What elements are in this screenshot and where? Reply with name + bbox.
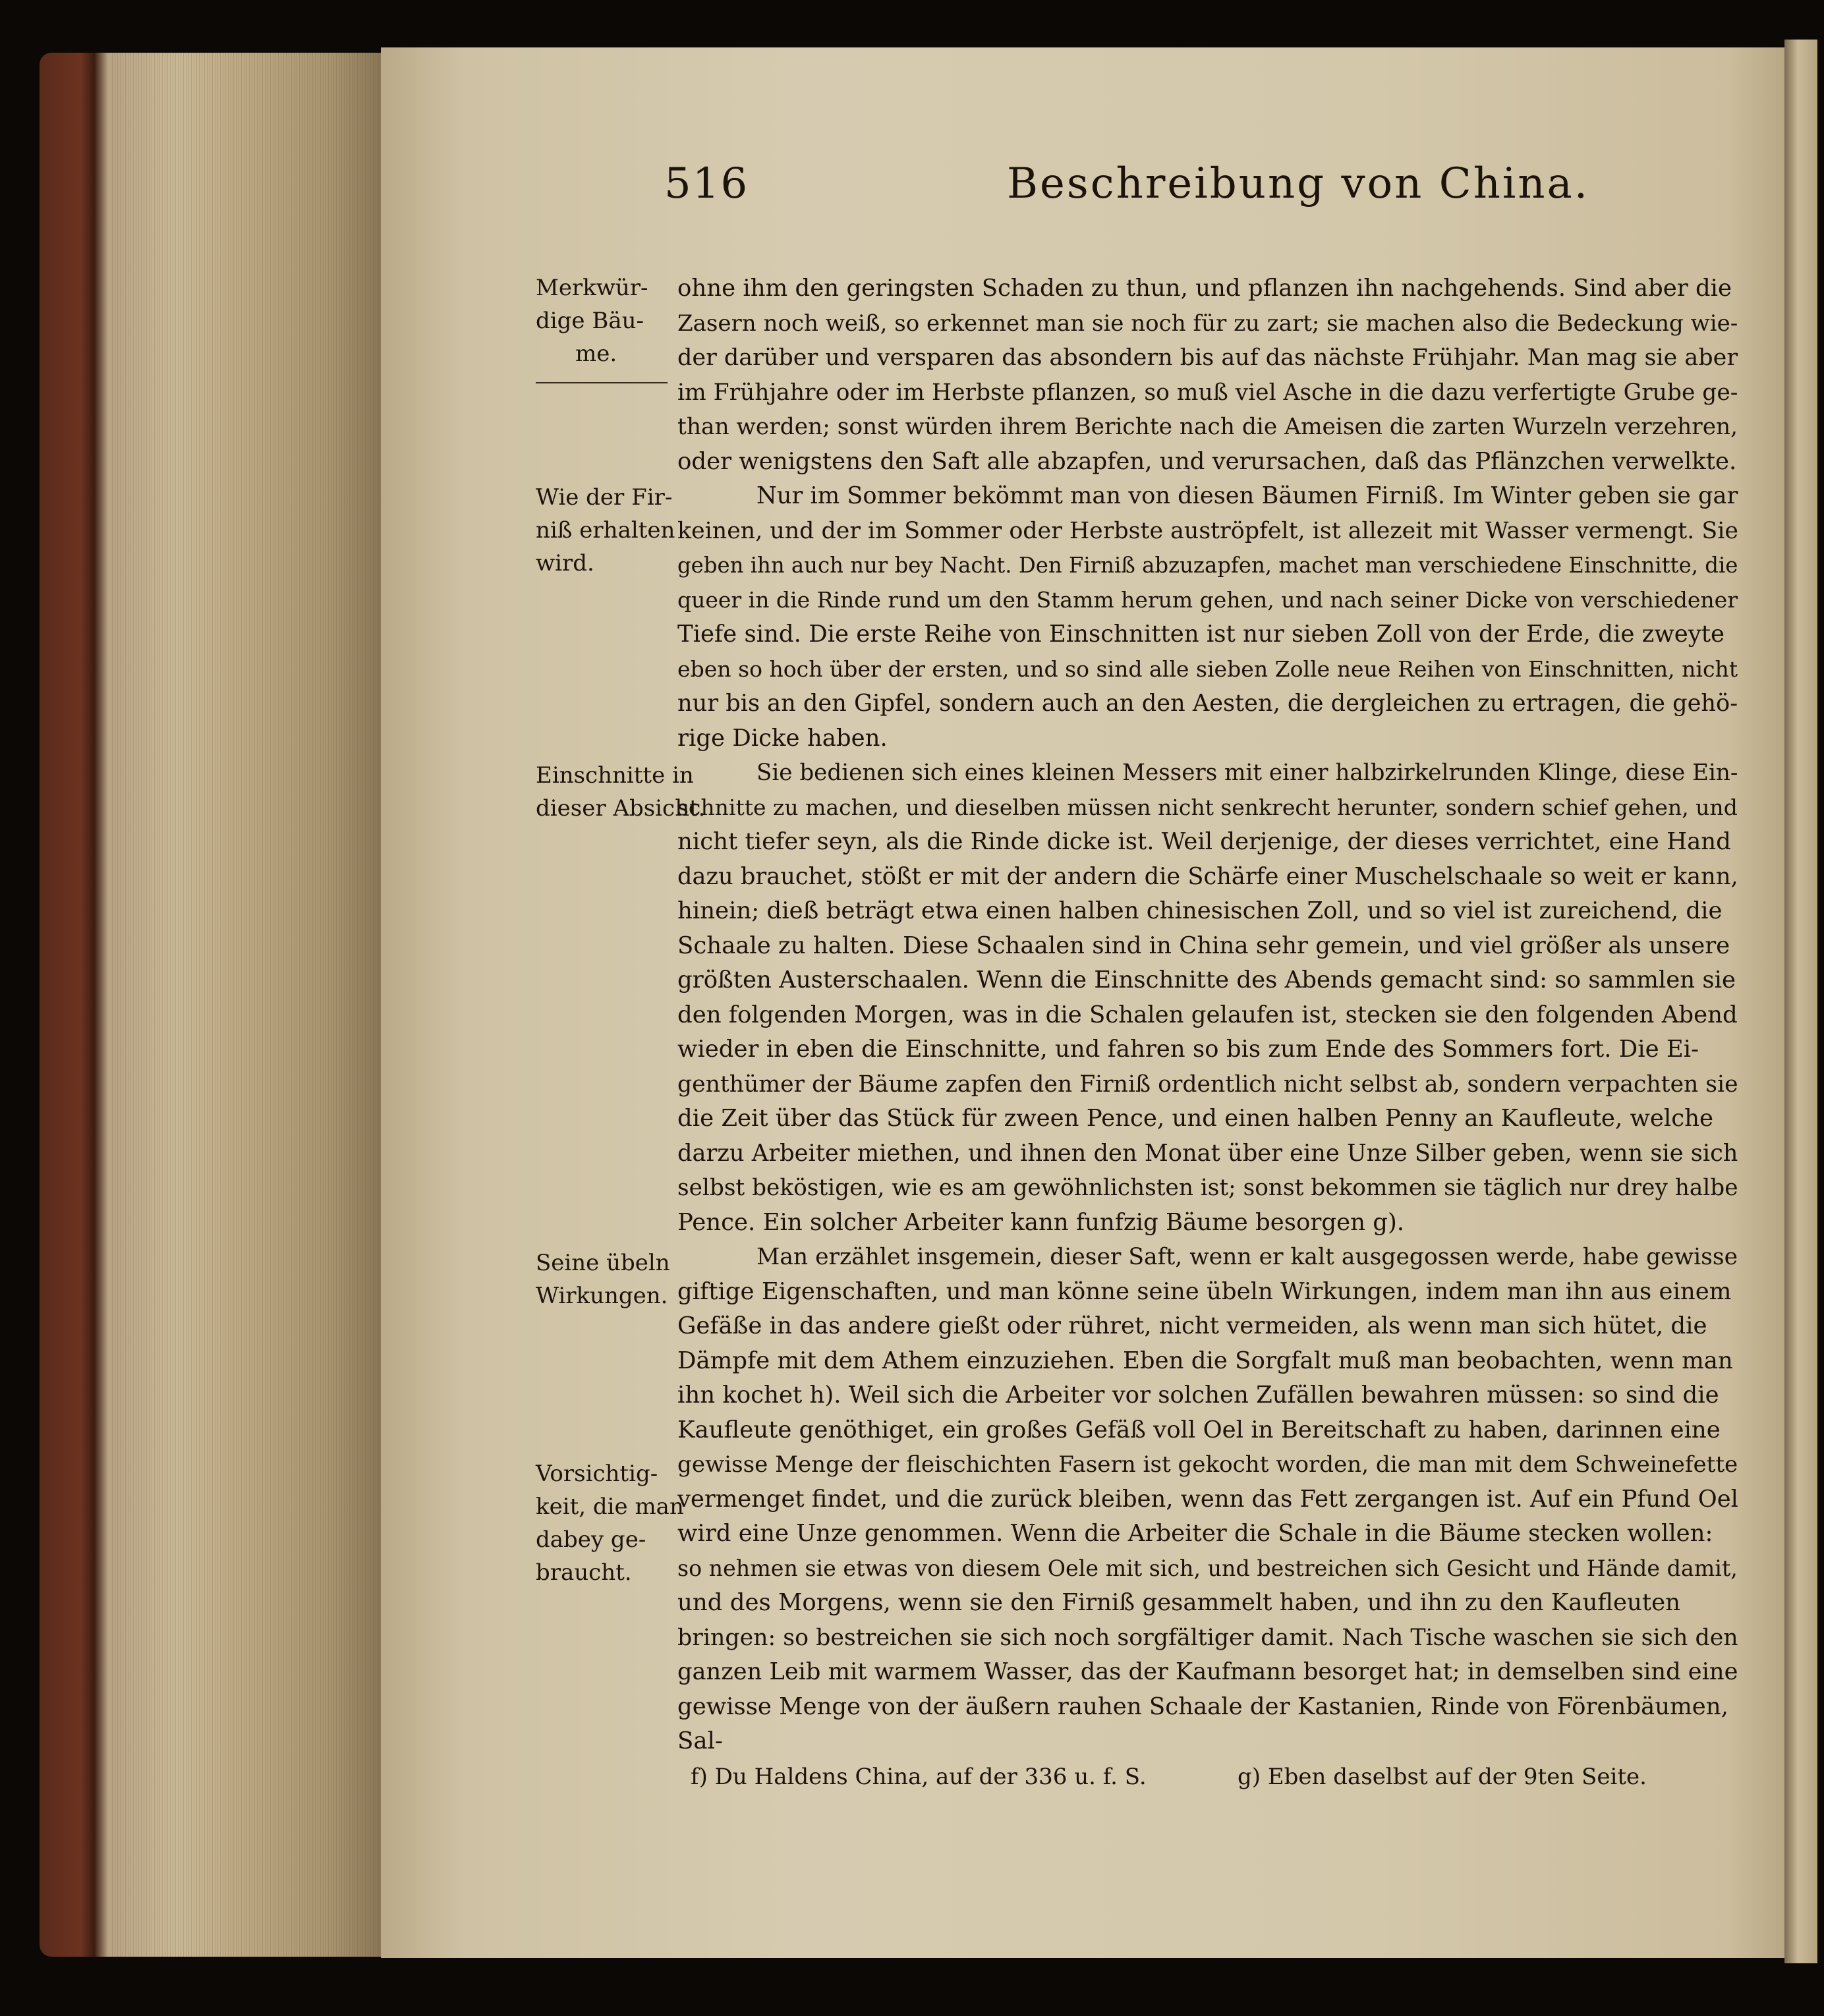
page-header	[664, 159, 1666, 245]
text-line: Kaufleute genöthiget, ein großes Gefäß voll Oel in Bereitschaft zu haben, darinnen eine	[677, 1416, 1721, 1443]
text-line: Dämpfe mit dem Athem einzuziehen. Eben die Sorgfalt muß man beobachten, wenn man	[677, 1347, 1733, 1374]
text-line: giftige Eigenschaften, und man könne seine übeln Wirkungen, indem man ihn aus einem	[677, 1277, 1732, 1305]
text-line: bringen: so bestreichen sie sich noch sorgfältiger damit. Nach Tische waschen sie sich den	[677, 1624, 1738, 1651]
margin-note-line: niß erhalten	[536, 517, 675, 544]
text-line: die Zeit über das Stück für zween Pence, und einen halben Penny an Kaufleute, welche	[677, 1105, 1713, 1132]
page-number: 516	[664, 159, 749, 208]
text-line: hinein; dieß beträgt etwa einen halben chinesischen Zoll, und so viel ist zureichend, die	[677, 897, 1723, 924]
text-line: wird eine Unze genommen. Wenn die Arbeiter die Schale in die Bäume stecken wollen:	[677, 1520, 1713, 1547]
text-line: und des Morgens, wenn sie den Firniß gesammelt haben, und ihn zu den Kaufleuten	[677, 1589, 1680, 1616]
margin-note-line: Wirkungen.	[536, 1283, 668, 1309]
text-line: darzu Arbeiter miethen, und ihnen den Monat über eine Unze Silber geben, wenn sie sich	[677, 1139, 1738, 1167]
text-line: größten Austerschaalen. Wenn die Einschnitte des Abends gemacht sind: so sammlen sie	[677, 966, 1736, 994]
margin-note	[536, 481, 674, 580]
text-line: Pence. Ein solcher Arbeiter kann funfzig Bäume besorgen g).	[677, 1208, 1405, 1236]
margin-note-divider	[536, 382, 668, 383]
text-line: Sal-	[677, 1727, 723, 1754]
text-line: genthümer der Bäume zapfen den Firniß ordentlich nicht selbst ab, sondern verpachten sie	[677, 1071, 1738, 1098]
text-line: dazu brauchet, stößt er mit der andern die Schärfe einer Muschelschaale so weit er kann,	[677, 862, 1738, 890]
margin-note-line: me.	[575, 341, 617, 367]
margin-note-line: Merkwür-	[536, 275, 648, 301]
margin-note	[536, 271, 674, 370]
margin-note	[536, 1457, 684, 1589]
text-line: queer in die Rinde rund um den Stamm herum gehen, und nach seiner Dicke von verschiedener	[677, 586, 1738, 613]
text-line: vermenget findet, und die zurück bleiben, wenn das Fett zergangen ist. Auf ein Pfund Oel	[677, 1485, 1738, 1513]
text-line: oder wenigstens den Saft alle abzapfen, und verursachen, daß das Pflänzchen verwelkte.	[677, 447, 1737, 475]
margin-note-line: Einschnitte in	[536, 762, 694, 789]
text-line: gewisse Menge der fleischichten Fasern ist gekocht worden, die man mit dem Schweinefette	[677, 1451, 1738, 1478]
text-line: Schaale zu halten. Diese Schaalen sind in China sehr gemein, und viel größer als unsere	[677, 932, 1730, 959]
text-line: than werden; sonst würden ihrem Berichte nach die Ameisen die zarten Wurzeln verzehren,	[677, 414, 1738, 440]
book-page	[381, 47, 1784, 1958]
margin-note-line: dieser Absicht.	[536, 795, 706, 822]
text-line: Nur im Sommer bekömmt man von diesen Bäumen Firniß. Im Winter geben sie gar	[756, 482, 1738, 509]
facing-page-edge	[1784, 40, 1817, 1963]
margin-note	[536, 759, 706, 825]
footnote: f) Du Haldens China, auf der 336 u. f. S.	[691, 1764, 1147, 1790]
text-line: Man erzählet insgemein, dieser Saft, wenn er kalt ausgegossen werde, habe gewisse	[756, 1244, 1738, 1270]
margin-note-line: braucht.	[536, 1559, 632, 1586]
text-line: eben so hoch über der ersten, und so sind alle sieben Zolle neue Reihen von Einschnitten, nicht	[677, 656, 1738, 682]
text-line: nicht tiefer seyn, als die Rinde dicke ist. Weil derjenige, der dieses verrichtet, eine Hand	[677, 828, 1731, 855]
text-line: selbst beköstigen, wie es am gewöhnlichsten ist; sonst bekommen sie täglich nur drey halbe	[677, 1175, 1738, 1201]
text-line: nur bis an den Gipfel, sondern auch an den Aesten, die dergleichen zu ertragen, die gehö-	[677, 690, 1738, 717]
margin-note-line: Wie der Fir-	[536, 484, 673, 511]
text-line: Gefäße in das andere gießt oder rühret, nicht vermeiden, als wenn man sich hütet, die	[677, 1312, 1707, 1339]
margin-note-line: Vorsichtig-	[536, 1461, 658, 1487]
body-text	[677, 271, 1738, 1793]
text-line: Sie bedienen sich eines kleinen Messers mit einer halbzirkelrunden Klinge, diese Ein-	[756, 760, 1738, 786]
text-line: gewisse Menge von der äußern rauhen Schaale der Kastanien, Rinde von Förenbäumen,	[677, 1693, 1728, 1720]
margin-note-line: Seine übeln	[536, 1250, 670, 1276]
text-line: im Frühjahre oder im Herbste pflanzen, so muß viel Asche in die dazu verfertigte Grube ge-	[677, 379, 1738, 406]
text-line: wieder in eben die Einschnitte, und fahren so bis zum Ende des Sommers fort. Die Ei-	[677, 1036, 1699, 1063]
text-line: Zasern noch weiß, so erkennet man sie noch für zu zart; sie machen also die Bedeckung wie-	[677, 310, 1738, 337]
running-title: Beschreibung von China.	[1007, 159, 1590, 208]
margin-note-line: dige Bäu-	[536, 308, 644, 334]
margin-note-line: keit, die man	[536, 1494, 684, 1520]
text-line: ganzen Leib mit warmem Wasser, das der Kaufmann besorget hat; in demselben sind eine	[677, 1658, 1738, 1685]
text-line: rige Dicke haben.	[677, 724, 888, 752]
text-line: der darüber und versparen das absondern bis auf das nächste Frühjahr. Man mag sie aber	[677, 345, 1738, 371]
book-page-edges	[40, 53, 382, 1957]
margin-note-line: dabey ge-	[536, 1526, 646, 1553]
text-line: keinen, und der im Sommer oder Herbste auströpfelt, ist allezeit mit Wasser vermengt. Sie	[677, 517, 1738, 544]
text-line: den folgenden Morgen, was in die Schalen gelaufen ist, stecken sie den folgenden Abend	[677, 1001, 1738, 1028]
footnote: g) Eben daselbst auf der 9ten Seite.	[1238, 1764, 1647, 1790]
text-line: ihn kochet h). Weil sich die Arbeiter vor solchen Zufällen bewahren müssen: so sind die	[677, 1382, 1719, 1409]
text-line: so nehmen sie etwas von diesem Oele mit sich, und bestreichen sich Gesicht und Hände damit,	[677, 1555, 1738, 1581]
margin-note-line: wird.	[536, 550, 594, 576]
text-line: Tiefe sind. Die erste Reihe von Einschnitten ist nur sieben Zoll von der Erde, die zweyte	[677, 621, 1725, 648]
margin-note	[536, 1246, 674, 1312]
text-line: geben ihn auch nur bey Nacht. Den Firniß abzuzapfen, machet man verschiedene Einschnitte, die	[677, 553, 1738, 578]
text-line: ohne ihm den geringsten Schaden zu thun, und pflanzen ihn nachgehends. Sind aber die	[677, 275, 1732, 302]
text-line: schnitte zu machen, und dieselben müssen nicht senkrecht herunter, sondern schief gehen, und	[677, 794, 1738, 820]
